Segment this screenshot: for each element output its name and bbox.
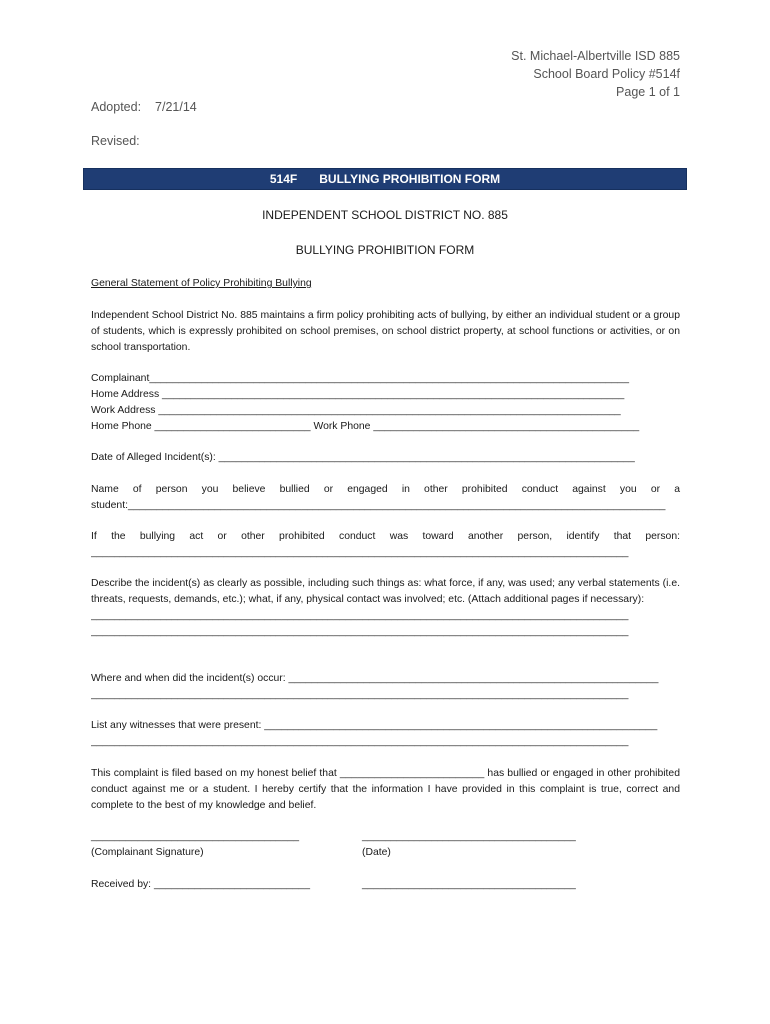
received-date-line[interactable]: _____________________________________ [362,879,576,890]
describe-answer-line-2[interactable]: _____________________________________________________________________________________________ [91,626,629,637]
witness-section [91,718,680,750]
revised-label: Revised: [91,134,140,148]
other-person-answer-field[interactable]: _____________________________________________________________________________________________ [91,547,629,558]
received-by-field[interactable]: Received by: ___________________________ [91,879,310,890]
contact-fields [91,371,680,435]
district-title: INDEPENDENT SCHOOL DISTRICT NO. 885 [262,208,508,222]
describe-instructions: Describe the incident(s) as clearly as possible, including such things as: what force, if any, was used; any verbal statements (i.e. threats, requests, demands, etc.); what, if any, physical contact was involved; etc. (Attach additional pages if necessary): [91,578,680,605]
person-answer-field[interactable]: student:_____________________________________________________________________________________________ [91,500,666,511]
date-line[interactable]: _____________________________________ [362,831,576,842]
document-header [511,47,680,101]
adopted-row [91,100,197,114]
home-address-field[interactable]: Home Address ________________________________________________________________________________ [91,389,625,400]
witness-answer-line[interactable]: _____________________________________________________________________________________________ [91,736,629,747]
adopted-date: 7/21/14 [155,100,197,114]
form-title: BULLYING PROHIBITION FORM [295,243,475,257]
page-number: Page 1 of 1 [616,85,680,99]
describe-answer-line-1[interactable]: _____________________________________________________________________________________________ [91,610,629,621]
signature-block [91,829,299,861]
where-question-field[interactable]: Where and when did the incident(s) occur: ________________________________________________________________ [91,673,659,684]
phone-fields[interactable]: Home Phone ___________________________ Work Phone ______________________________________________ [91,421,640,432]
work-address-field[interactable]: Work Address ________________________________________________________________________________ [91,405,621,416]
district-name: St. Michael-Albertville ISD 885 [511,49,680,63]
complainant-field[interactable]: Complainant___________________________________________________________________________________ [91,373,629,384]
policy-statement: Independent School District No. 885 maintains a firm policy prohibiting acts of bullying, by either an individual student or a group of students, which is expressly prohibited on school premises, on school district property, at school functions or activities, or on school transportation. [91,310,680,353]
witness-question-field[interactable]: List any witnesses that were present: ____________________________________________________________________ [91,720,658,731]
adopted-label: Adopted: [91,100,142,114]
policy-number: School Board Policy #514f [533,67,680,81]
other-person-question [91,529,680,561]
describe-section [91,576,680,640]
person-question [91,482,680,514]
other-person-question-text: If the bullying act or other prohibited conduct was toward another person, identify that person: [91,531,680,542]
date-block [362,829,576,861]
policy-heading: General Statement of Policy Prohibiting Bullying [91,278,312,289]
signature-line[interactable]: ____________________________________ [91,831,300,842]
date-label: (Date) [362,847,391,858]
banner-title: BULLYING PROHIBITION FORM [319,172,501,186]
certification-statement: This complaint is filed based on my honest belief that _________________________ has bullied or engaged in other prohibited conduct against me or a student. I hereby certify that the information I have provided in this complaint is true, correct and complete to the best of my knowledge and belief. [91,768,680,811]
banner-code: 514F [269,172,298,186]
incident-date-field[interactable]: Date of Alleged Incident(s): ________________________________________________________________________ [91,452,635,463]
where-answer-line[interactable]: _____________________________________________________________________________________________ [91,689,629,700]
policy-banner [83,168,687,190]
person-question-text: Name of person you believe bullied or engaged in other prohibited conduct against you or a [91,484,680,495]
signature-label: (Complainant Signature) [91,847,204,858]
where-section [91,671,680,703]
